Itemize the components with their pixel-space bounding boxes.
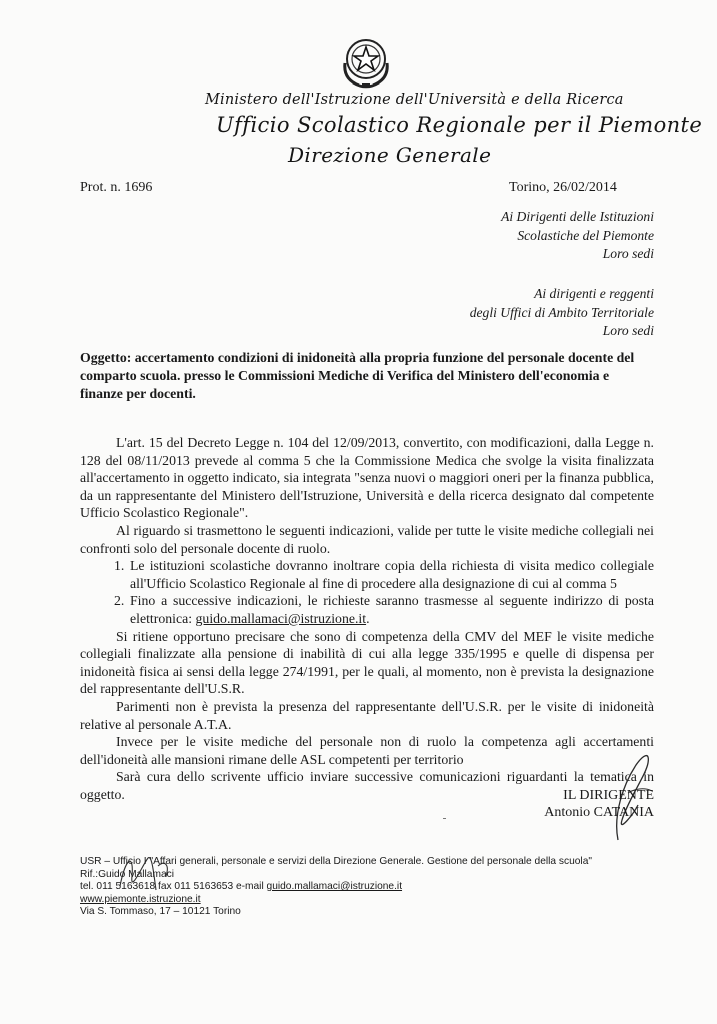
list-number: 2.	[114, 593, 125, 609]
footer-email-link[interactable]: guido.mallamaci@istruzione.it	[266, 881, 403, 893]
recipient-block-2	[470, 285, 654, 341]
signature-block	[540, 787, 654, 821]
protocol-number: Prot. n. 1696	[80, 180, 153, 195]
letter-body	[80, 434, 654, 803]
recipient-line: degli Uffici di Ambito Territoriale	[469, 304, 654, 320]
letterhead-direction: Direzione Generale	[288, 143, 492, 167]
list-text	[130, 592, 654, 627]
list-text-main: Fino a successive indicazioni, le richieste saranno trasmesse al seguente indirizzo di posta elettronica:	[130, 593, 654, 626]
signature-name: Antonio CATANIA	[544, 805, 654, 820]
list-number: 1.	[114, 558, 125, 574]
italian-republic-emblem-icon	[339, 35, 393, 91]
recipient-block-1	[501, 208, 654, 264]
list-text-end: .	[366, 610, 370, 626]
recipient-line: Ai Dirigenti delle Istituzioni	[501, 209, 654, 224]
letterhead-office: Ufficio Scolastico Regionale per il Piemonte	[216, 113, 703, 137]
footer-website-link[interactable]: www.piemonte.istruzione.it	[80, 893, 201, 905]
body-paragraph: Sarà cura dello scrivente ufficio inviare successive comunicazioni riguardanti la tematica in oggetto.	[80, 769, 654, 802]
recipient-line: Loro sedi	[602, 246, 654, 261]
email-link[interactable]: guido.mallamaci@istruzione.it	[195, 610, 367, 626]
subject: Oggetto: accertamento condizioni di inidoneità alla propria funzione del personale docente del comparto scuola. presso le Commissioni Mediche di Verifica del Ministero dell'economia e finanze per docenti.	[80, 350, 635, 401]
body-paragraph: Si ritiene opportuno precisare che sono di competenza della CMV del MEF le visite mediche collegiali finalizzate alla pensione di inabilità di cui alla legge 335/1995 e quelle di dispensa per inidoneità fisica ai sensi della legge 274/1991, per le quali, al momento, non è prevista la designazione del rappresentante dell'U.S.R.	[80, 628, 654, 697]
list-text: Le istituzioni scolastiche dovranno inoltrare copia della richiesta di visita medico collegiale all'Ufficio Scolastico Regionale al fine di procedere alla designazione di cui al comma 5	[130, 558, 654, 591]
footer-phone-fax: tel. 011 5163618 fax 011 5163653 e-mail	[80, 881, 267, 893]
letterhead-ministry: Ministero dell'Istruzione dell'Università e della Ricerca	[205, 92, 624, 108]
body-paragraph: Parimenti non è prevista la presenza del rappresentante dell'U.S.R. per le visite di inidoneità relative al personale A.T.A.	[80, 698, 654, 732]
list-item	[80, 557, 654, 592]
footer-office: USR – Ufficio I "Affari generali, personale e servizi della Direzione Generale. Gestione del personale della scuola"	[80, 856, 592, 867]
place-date: Torino, 26/02/2014	[509, 180, 617, 195]
body-paragraph: Al riguardo si trasmettono le seguenti indicazioni, valide per tutte le visite mediche collegiali nei confronti solo del personale docente di ruolo.	[80, 522, 654, 556]
recipient-line: Scolastiche del Piemonte	[517, 227, 654, 243]
ink-mark	[443, 818, 446, 819]
list-item	[80, 592, 654, 627]
footer-contacts	[80, 881, 680, 894]
recipient-line: Ai dirigenti e reggenti	[534, 286, 654, 301]
recipient-line: Loro sedi	[602, 323, 654, 338]
body-paragraph: L'art. 15 del Decreto Legge n. 104 del 12/09/2013, convertito, con modificazioni, dalla Legge n. 128 del 08/11/2013 prevede al comma 5 che la Commissione Medica che svolge la visita finalizzata all'accertamento in oggetto indicato, sia integrata "senza nuovi o maggiori oneri per la finanza pubblica, da un rappresentante del Ministero dell'Istruzione, Università e della ricerca designato dal competente Ufficio Scolastico Regionale".	[80, 435, 654, 521]
footer-address: Via S. Tommaso, 17 – 10121 Torino	[80, 906, 241, 918]
body-paragraph: Invece per le visite mediche del personale non di ruolo la competenza agli accertamenti dell'idoneità alle mansioni rimane delle ASL competenti per territorio	[80, 734, 654, 767]
footer	[80, 856, 680, 919]
footer-reference: Rif.:Guido Mallamaci	[80, 868, 174, 880]
signature-title: IL DIRIGENTE	[563, 788, 654, 803]
